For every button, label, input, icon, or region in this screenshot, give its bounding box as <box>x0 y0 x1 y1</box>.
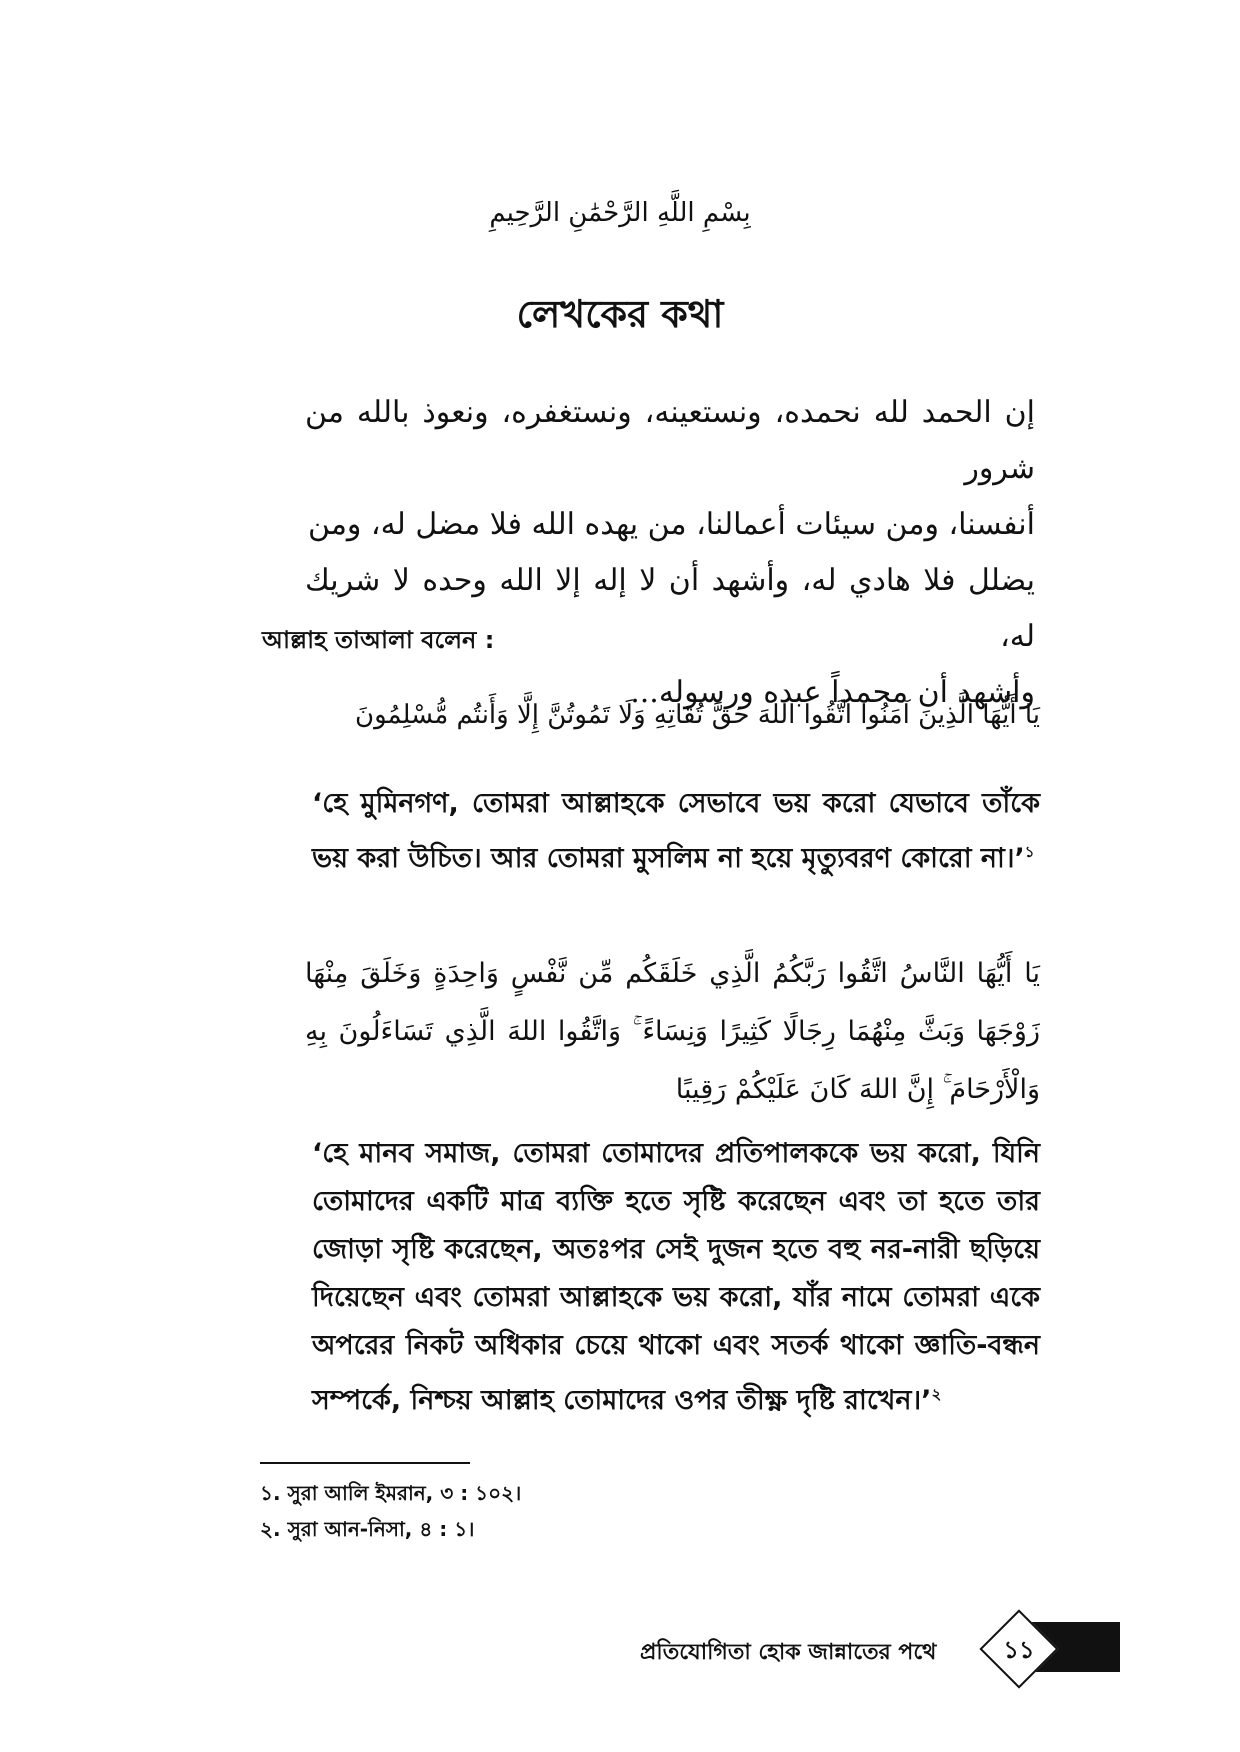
arabic-intro <box>305 385 1035 721</box>
translation-2 <box>312 1130 1040 1425</box>
translation-1-text: ‘হে মুমিনগণ, তোমরা আল্লাহকে সেভাবে ভয় করো যেভাবে তাঁকে ভয় করা উচিত। আর তোমরা মুসলিম না হয়ে মৃত্যুবরণ কোরো না।’ <box>312 788 1040 874</box>
allah-says-label: আল্লাহ তাআলা বলেন : <box>262 626 495 654</box>
bismillah-calligraphy: بِسْمِ اللَّهِ الرَّحْمَٰنِ الرَّحِيمِ <box>489 198 751 228</box>
ayah-1-arabic: يَا أَيُّهَا الَّذِينَ آمَنُوا اتَّقُوا اللهَ حَقَّ تُقَاتِهِ وَلَا تَمُوتُنَّ إِلَّا وَأَنتُم مُّسْلِمُونَ <box>355 700 1040 730</box>
translation-1 <box>312 780 1040 883</box>
page-number: ১১ <box>1003 1636 1035 1664</box>
arabic-intro-line: يضلل فلا هادي له، وأشهد أن لا إله إلا الله وحده لا شريك له، <box>305 563 1035 654</box>
footnote-item: ২. সুরা আন-নিসা, ৪ : ১। <box>260 1517 475 1541</box>
translation-2-text: ‘হে মানব সমাজ, তোমরা তোমাদের প্রতিপালককে ভয় করো, যিনি তোমাদের একটি মাত্র ব্যক্তি হতে সৃষ্টি করেছেন এবং তা হতে তার জোড়া সৃষ্টি করেছেন, অতঃপর সেই দুজন হতে বহু নর-নারী ছড়িয়ে দিয়েছেন এবং তোমরা আল্লাহকে ভয় করো, যাঁর নামে তোমরা একে অপরের নিকট অধিকার চেয়ে থাকো এবং সতর্ক থাকো জ্ঞাতি-বন্ধন সম্পর্কে, নিশ্চয় আল্লাহ তোমাদের ওপর তীক্ষ্ণ দৃষ্টি রাখেন।’ <box>312 1138 1040 1416</box>
footnote-item: ১. সুরা আলি ইমরান, ৩ : ১০২। <box>260 1481 522 1505</box>
footnote-ref-2[interactable]: ২ <box>931 1385 942 1403</box>
footnote-ref-1[interactable]: ১ <box>1024 843 1035 861</box>
page-title: লেখকের কথা <box>516 292 724 336</box>
arabic-intro-line: وأشهد أن محمداً عبده ورسوله... <box>630 675 1035 710</box>
arabic-intro-line: أنفسنا، ومن سيئات أعمالنا، من يهده الله فلا مضل له، ومن <box>307 507 1035 542</box>
arabic-intro-line: إن الحمد لله نحمده، ونستعينه، ونستغفره، ونعوذ بالله من شرور <box>305 395 1035 486</box>
page-number-tab <box>975 1608 1120 1686</box>
running-title: প্রতিযোগিতা হোক জান্নাতের পথে <box>640 1640 937 1665</box>
ayah-2-arabic: يَا أَيُّهَا النَّاسُ اتَّقُوا رَبَّكُمُ الَّذِي خَلَقَكُم مِّن نَّفْسٍ وَاحِدَةٍ وَخَلَقَ مِنْهَا زَوْجَهَا وَبَثَّ مِنْهُمَا رِجَالًا كَثِيرًا وَنِسَاءً ۚ وَاتَّقُوا اللهَ الَّذِي تَسَاءَلُونَ بِهِ وَالْأَرْحَامَ ۚ إِنَّ اللهَ كَانَ عَلَيْكُمْ رَقِيبًا <box>305 958 1040 1105</box>
footnotes <box>260 1475 521 1547</box>
footnote-divider <box>260 1462 470 1464</box>
